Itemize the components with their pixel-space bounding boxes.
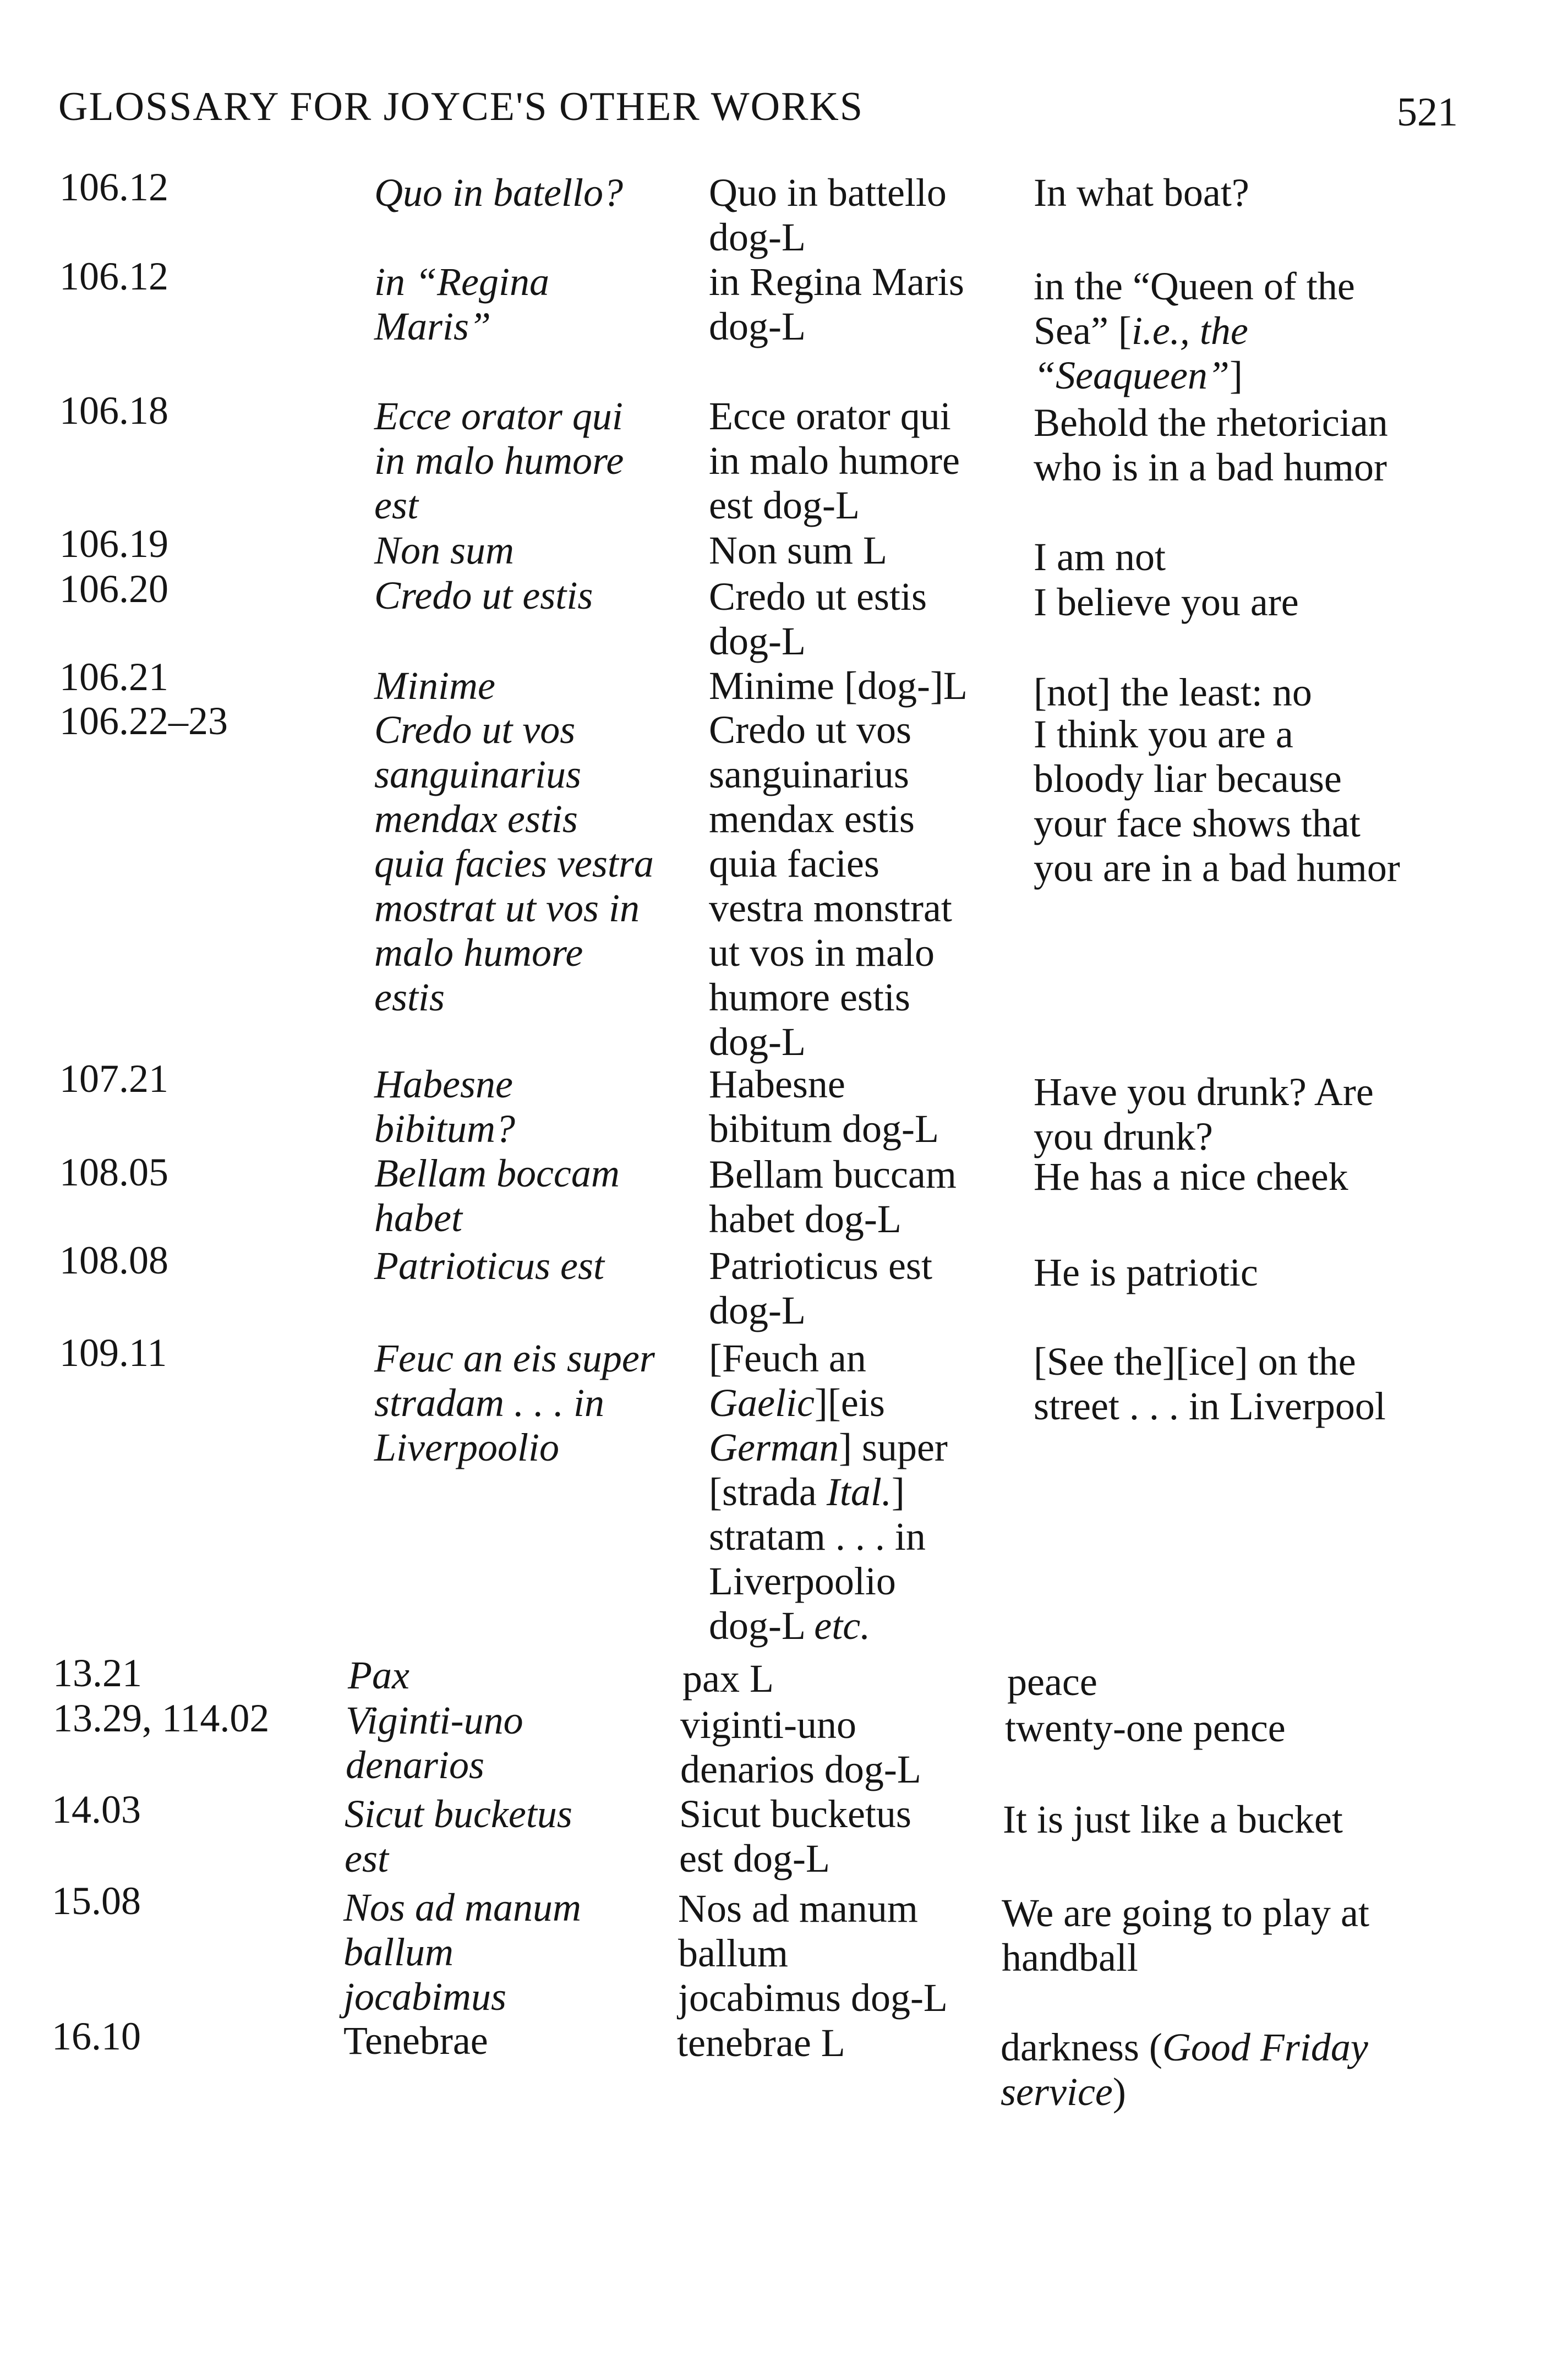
entry-text: Feuc an eis super stradam . . . in Liverpoolio: [374, 1336, 655, 1469]
entry-reference: 13.29, 114.02: [53, 1696, 270, 1740]
entry-derivation: Habesne bibitum dog-L: [709, 1062, 939, 1151]
entry-text: Quo in batello?: [374, 171, 623, 215]
entry-reference: 109.11: [59, 1331, 167, 1375]
derivation-part: ][eis: [814, 1381, 885, 1425]
entry-translation: peace: [1007, 1660, 1097, 1704]
translation-part: ]: [1229, 353, 1243, 397]
derivation-part-italic: Gaelic: [709, 1381, 815, 1425]
entry-reference: 106.18: [59, 389, 168, 433]
entry-text: Habesne bibitum?: [374, 1062, 516, 1151]
entry-text: Nos ad manum ballum jocabimus: [343, 1885, 582, 2019]
entry-derivation: viginti-uno denarios dog-L: [680, 1703, 921, 1791]
entry-derivation: Non sum L: [709, 528, 887, 572]
entry-derivation: in Regina Maris dog-L: [709, 260, 964, 348]
entry-reference: 106.20: [59, 567, 168, 611]
entry-reference: 106.22–23: [59, 699, 228, 743]
entry-derivation: Minime [dog-]L: [709, 664, 968, 708]
entry-reference: 15.08: [52, 1879, 141, 1923]
entry-reference: 107.21: [59, 1057, 168, 1101]
entry-reference: 13.21: [53, 1651, 142, 1695]
entry-translation: Behold the rhetorician who is in a bad humor: [1034, 401, 1388, 489]
derivation-part: ] stratam . . . in Liverpoolio dog-L: [709, 1470, 926, 1648]
entry-reference: 108.08: [59, 1238, 168, 1282]
entry-reference: 106.12: [59, 165, 168, 209]
entry-reference: 106.21: [59, 655, 168, 699]
entry-translation: Have you drunk? Are you drunk?: [1034, 1070, 1374, 1158]
entry-reference: 16.10: [52, 2014, 141, 2058]
derivation-part-italic: etc.: [814, 1604, 871, 1648]
entry-text: Sicut bucketus est: [345, 1792, 572, 1881]
entry-derivation: tenebrae L: [677, 2021, 845, 2065]
entry-translation: [1001, 2025, 1496, 2114]
entry-text: Ecce orator qui in malo humore est: [374, 394, 624, 527]
entry-translation: I believe you are: [1034, 580, 1299, 624]
entry-translation: [not] the least: no: [1034, 670, 1312, 714]
entry-translation: I am not: [1034, 535, 1166, 579]
entry-derivation: Quo in battello dog-L: [709, 171, 947, 259]
derivation-part: ] super [strada: [709, 1425, 948, 1514]
entry-text: Tenebrae: [343, 2019, 488, 2063]
entry-translation: It is just like a bucket: [1003, 1797, 1343, 1841]
entry-reference: 108.05: [59, 1150, 168, 1194]
entry-derivation: Credo ut estis dog-L: [709, 575, 927, 663]
entry-text: Pax: [348, 1653, 409, 1697]
entry-text: Credo ut vos sanguinarius mendax estis quia facies vestra mostrat ut vos in malo humore estis: [374, 708, 654, 1019]
entry-translation: I think you are a bloody liar because your face shows that you are in a bad humor: [1034, 712, 1400, 890]
translation-part: in the “Queen of the Sea” [: [1034, 264, 1355, 353]
entry-reference: 106.12: [59, 254, 168, 298]
entry-translation: We are going to play at handball: [1002, 1891, 1369, 1980]
entry-reference: 14.03: [52, 1787, 141, 1832]
translation-part-italic: Good Friday service: [1001, 2025, 1368, 2114]
derivation-part-italic: Ital.: [826, 1470, 892, 1514]
translation-part-italic: i.e., the “Seaqueen”: [1034, 309, 1248, 397]
entry-text: Non sum: [374, 528, 515, 572]
entry-derivation: Sicut bucketus est dog-L: [679, 1792, 911, 1881]
running-head: GLOSSARY FOR JOYCE'S OTHER WORKS: [58, 84, 864, 129]
entry-derivation: Bellam buccam habet dog-L: [709, 1152, 957, 1241]
translation-part: ): [1112, 2070, 1126, 2114]
derivation-part: [Feuch an: [709, 1336, 866, 1380]
entry-translation: He is patriotic: [1034, 1250, 1258, 1294]
entry-translation: [See the][ice] on the street . . . in Liverpool: [1034, 1340, 1386, 1428]
entry-text: Viginti-uno denarios: [346, 1698, 523, 1787]
entry-translation: In what boat?: [1034, 171, 1249, 215]
entry-derivation: [709, 1336, 1028, 1648]
entry-text: in “Regina Maris”: [374, 260, 549, 348]
entry-derivation: Patrioticus est dog-L: [709, 1244, 932, 1332]
entry-text: Patrioticus est: [374, 1244, 604, 1288]
entry-text: Bellam boccam habet: [374, 1151, 620, 1240]
entry-derivation: Nos ad manum ballum jocabimus dog-L: [678, 1887, 948, 2020]
entry-derivation: pax L: [682, 1657, 774, 1701]
entry-derivation: Ecce orator qui in malo humore est dog-L: [709, 394, 960, 527]
entry-text: Minime: [374, 664, 495, 708]
entry-derivation: Credo ut vos sanguinarius mendax estis quia facies vestra monstrat ut vos in malo humore estis dog-L: [709, 708, 952, 1064]
translation-part: darkness (: [1001, 2025, 1162, 2069]
entry-reference: 106.19: [59, 522, 168, 566]
derivation-part-italic: German: [709, 1425, 839, 1469]
page-number: 521: [1397, 90, 1458, 135]
entry-translation: [1034, 264, 1529, 398]
entry-text: Credo ut estis: [374, 573, 593, 617]
entry-translation: He has a nice cheek: [1034, 1155, 1348, 1199]
entry-translation: twenty-one pence: [1005, 1706, 1286, 1750]
